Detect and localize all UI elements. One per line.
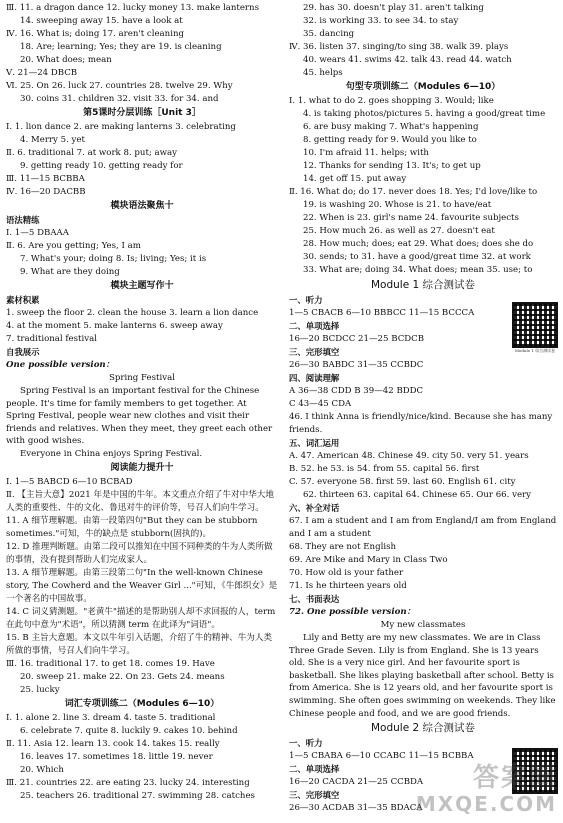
subsection-label: 自我展示 — [6, 347, 40, 357]
answer-line: 19. is washing 20. Whose is 21. to have/eat — [303, 200, 492, 210]
answer-line: 10. I'm afraid 11. helps; with — [303, 148, 429, 158]
answer-line: 29. has 30. doesn't play 31. aren't talking — [303, 3, 484, 13]
watermark-url: MXQE.COM — [415, 792, 557, 816]
answer-line: C 43—45 CDA — [289, 399, 352, 409]
essay-paragraph: Lily and Betty are my new classmates. We are in Class Three Grade Seven. Lily is from England. She is 13 years old. She is a very nice girl. And her favourite sport is basketball. She likes playing basketball after school. Betty is from America. She is 12 years old, and her favourite sport is swimming. She often goes swimming on weekends. They like Chinese people and food, and we are good friends. — [289, 633, 556, 719]
answer-line: 20. What does; mean — [20, 55, 112, 65]
answer-line: Ⅳ. 16. What is; doing 17. aren't cleaning — [6, 29, 184, 39]
answer-line: 8. getting ready for 9. Would you like to — [303, 135, 477, 145]
answer-explanation: 67. I am a student and I am from England/I am from England and I am a student — [289, 516, 557, 539]
test-heading: Module 2 综合测试卷 — [370, 722, 476, 735]
answer-line: 9. What are they doing — [20, 267, 120, 277]
subsection-label: 三、完形填空 — [289, 347, 340, 357]
answer-line: 16—20 BCDCC 21—25 BCDCB — [289, 334, 425, 344]
subsection-label: 一、听力 — [289, 295, 323, 305]
answer-line: 6. are busy making 7. What's happening — [303, 122, 479, 132]
subsection-label: 语法精练 — [6, 215, 40, 225]
answer-line: 30. sends; to 31. have a good/great time 32. at work — [303, 252, 531, 262]
answer-line: Ⅰ. 1—5 DBAAA — [6, 228, 69, 238]
answer-line: Ⅳ. 36. listen 37. singing/to sing 38. walk 39. plays — [289, 42, 509, 52]
answer-line: 22. When is 23. girl's name 24. favourite subjects — [303, 213, 519, 223]
answer-line: 62. thirteen 63. capital 64. Chinese 65. Our 66. very — [303, 490, 532, 500]
answer-line: 25. teachers 26. traditional 27. swimming 28. catches — [20, 790, 255, 801]
answer-line: 32. is working 33. to see 34. to stay — [303, 16, 459, 26]
qr-code-icon[interactable] — [512, 302, 558, 353]
essay-title: Spring Festival — [109, 373, 175, 383]
answer-line: 25. lucky — [20, 684, 60, 695]
section-heading: 模块语法聚焦十 — [110, 201, 174, 211]
answer-line: Ⅰ. 1. what to do 2. goes shopping 3. Would; like — [289, 96, 494, 106]
answer-line: 1—5 CBABA 6—10 CCABC 11—15 BCBBA — [289, 751, 474, 762]
answer-line: 16—20 CACDA 21—25 CCBDA — [289, 777, 424, 788]
answer-explanation: 11. A 细节理解题。由第一段第四句"But they can be stubborn sometimes."可知，牛的缺点是 stubborn(固执的)。 — [6, 515, 258, 539]
answer-line: 6. celebrate 7. quite 8. luckily 9. cakes 10. behind — [20, 725, 238, 736]
answer-line: 14. sweeping away 15. have a look at — [20, 16, 183, 26]
subsection-label: 六、补全对话 — [289, 503, 340, 513]
section-heading: 模块主题写作十 — [110, 281, 174, 291]
answer-line: 26—30 BABDC 31—35 CCBDC — [289, 360, 424, 370]
answer-line: B. 52. he 53. is 54. from 55. capital 56. first — [289, 464, 480, 474]
answer-line: 70. How old is your father — [289, 568, 404, 578]
answer-line: 25. How much 26. as well as 27. doesn't eat — [303, 226, 495, 236]
answer-line: 68. They are not English — [289, 542, 397, 552]
answer-line: 4. Merry 5. yet — [20, 135, 85, 145]
answer-line: 4. is taking photos/pictures 5. having a good/great time — [303, 109, 546, 119]
answer-line: A 36—38 CDD B 39—42 BDDC — [289, 386, 424, 396]
subsection-label: 二、单项选择 — [289, 764, 340, 775]
answer-line: Ⅱ. 6. traditional 7. at work 8. put; away — [6, 148, 178, 158]
answer-explanation: 46. I think Anna is friendly/nice/kind. Because she has many friends. — [289, 412, 553, 435]
answer-explanation: 13. A 细节理解题。由第三段第二句"In the well-known Chinese story, The Cowherd and the Weaver Girl ..."可知，《牛郎织女》是一个著名的中国故事。 — [6, 567, 278, 604]
answer-line: Ⅴ. 21—24 DBCB — [6, 68, 78, 78]
answer-line: 71. Is he thirteen years old — [289, 581, 407, 591]
answer-line: 1—5 CBACB 6—10 BBBCC 11—15 BCCCA — [289, 308, 475, 318]
answer-explanation: 12. D 推理判断题。由第二段可以推知在中国不同种类的牛为人类所做的事情，没有提到帮助人们完成家人。 — [6, 541, 273, 565]
answer-line: Ⅵ. 25. On 26. luck 27. countries 28. twelve 29. Why — [6, 81, 233, 91]
answer-line: Ⅳ. 16—20 DACBB — [6, 187, 86, 197]
answer-line: Ⅲ. 21. countries 22. are eating 23. lucky 24. interesting — [6, 777, 250, 788]
essay-paragraph: Everyone in China enjoys Spring Festival. — [20, 448, 203, 459]
answer-explanation: 14. C 词义猜测题。"老黄牛"描述的是帮助别人却不求回报的人，term 在此句中意为"术语"，所以猜测 term 在此译为"词语"。 — [6, 606, 276, 630]
answer-line: 33. What are; doing 34. What does; mean 35. use; to — [303, 265, 533, 275]
watermark-text: 答案圈 — [472, 763, 557, 793]
answer-line: 20. sweep 21. make 22. On 23. Gets 24. means — [20, 671, 225, 682]
subsection-label: 二、单项选择 — [289, 321, 340, 331]
answer-line: 35. dancing — [303, 29, 355, 39]
answer-line: Ⅱ. 16. What do; do 17. never does 18. Yes; I'd love/like to — [289, 187, 538, 197]
section-heading: 阅读能力提升十 — [110, 462, 174, 473]
answer-line: 30. coins 31. children 32. visit 33. for 34. and — [20, 94, 219, 104]
answer-line: 18. Are; learning; Yes; they are 19. is cleaning — [20, 42, 222, 52]
answer-line: Ⅱ. 6. Are you getting; Yes, I am — [6, 241, 141, 251]
answer-line: 9. getting ready 10. getting ready for — [20, 161, 183, 171]
answer-line: 7. traditional festival — [6, 334, 97, 344]
test-heading: Module 1 综合测试卷 — [370, 279, 476, 291]
answer-line: Ⅰ. 1. lion dance 2. are making lanterns 3. celebrating — [6, 122, 236, 132]
section-heading: 句型专项训练二（Modules 6—10） — [345, 82, 501, 92]
answer-line: 12. Thanks for sending 13. It's; to get up — [303, 161, 481, 171]
section-heading: 词汇专项训练二（Modules 6—10） — [64, 698, 220, 709]
subsection-label: 五、词汇运用 — [289, 438, 340, 448]
subsection-label: 三、完形填空 — [289, 790, 340, 801]
answer-line: 69. Are Mike and Mary in Class Two — [289, 555, 448, 565]
answer-line: 28. How much; does; eat 29. What does; does she do — [303, 239, 534, 249]
subsection-label: 四、阅读理解 — [289, 373, 340, 383]
version-label: One possible version： — [6, 360, 115, 370]
answer-line: Ⅰ. 1. alone 2. line 3. dream 4. taste 5. traditional — [6, 712, 216, 723]
version-label: 72. One possible version： — [289, 607, 416, 617]
right-column — [289, 2, 557, 815]
subsection-label: 素材积累 — [6, 295, 40, 305]
answer-line: Ⅲ. 11—15 BCBBA — [6, 174, 85, 184]
answer-line: 14. get off 15. put away — [303, 174, 407, 184]
answer-line: Ⅱ. 11. Asia 12. learn 13. cook 14. takes 15. really — [6, 738, 220, 749]
essay-title: My new classmates — [380, 620, 466, 630]
answer-line: 45. helps — [303, 68, 343, 78]
answer-line: 7. What's your; doing 8. Is; living; Yes; it is — [20, 254, 207, 264]
essay-paragraph: Spring Festival is an important festival for the Chinese people. It's time for family members to get together. At Spring Festival, people wear new clothes and visit their friends and relatives. When they meet, they greet each other with good wishes. — [6, 386, 273, 447]
answer-line: 26—30 ACDAB 31—35 BDACA — [289, 803, 423, 814]
answer-line: 4. at the moment 5. make lanterns 6. sweep away — [6, 321, 223, 331]
answer-line: Ⅰ. 1—5 BABCD 6—10 BCBAD — [6, 476, 133, 487]
answer-line: 16. leaves 17. sometimes 18. little 19. never — [20, 751, 213, 762]
answer-explanation: 15. B 主旨大意题。本文以牛年引入话题，介绍了牛的精神、牛为人类所做的事情，号召人们向牛学习。 — [6, 632, 273, 656]
answer-line: 20. Which — [20, 764, 64, 775]
answer-line: A. 47. American 48. Chinese 49. city 50. very 51. years — [289, 451, 529, 461]
answer-line: Ⅲ. 11. a dragon dance 12. lucky money 13. make lanterns — [6, 3, 259, 13]
answer-explanation: Ⅱ. 【主旨大意】2021 年是中国的牛年。本文重点介绍了牛对中华大地人类的重要性、牛的文化、鲁迅对牛的评价等，号召人们向牛学习。 — [6, 489, 274, 513]
answer-line: Ⅲ. 16. traditional 17. to get 18. comes 19. Have — [6, 658, 215, 669]
answer-line: 1. sweep the floor 2. clean the house 3. learn a lion dance — [6, 308, 259, 318]
answer-line: C. 57. everyone 58. first 59. last 60. English 61. city — [289, 477, 516, 487]
subsection-label: 一、听力 — [289, 738, 323, 749]
left-column — [6, 2, 278, 803]
qr-code-label: Module 1 综合测试卷 — [514, 348, 556, 353]
subsection-label: 七、书面表达 — [289, 594, 340, 604]
watermark-logo — [387, 763, 557, 821]
section-heading: 第5课时分层训练［Unit 3］ — [83, 108, 201, 118]
answer-line: 40. wears 41. swims 42. talk 43. read 44. watch — [303, 55, 512, 65]
